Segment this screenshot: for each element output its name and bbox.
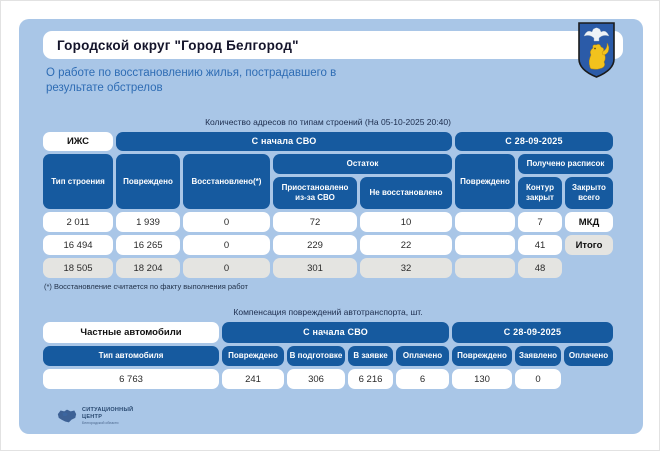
header-vehicles-damaged: Повреждено [222, 346, 284, 366]
cell-total-closed-total: 48 [518, 258, 562, 278]
header-vehicles-declared: Заявлено [515, 346, 561, 366]
belgorod-coat-of-arms-icon [577, 21, 616, 79]
vehicles-table [43, 322, 613, 389]
cell-mkd-damaged-recent: 22 [360, 235, 452, 255]
region-map-icon [56, 407, 78, 425]
vehicles-table-title: Компенсация повреждений автотранспорта, шт. [233, 307, 423, 317]
cell-izhs-damaged: 2 011 [43, 212, 113, 232]
header-remainder: Остаток [273, 154, 452, 174]
header-damaged: Повреждено [116, 154, 180, 209]
header-receipts: Получено расписок [518, 154, 613, 174]
logo-line2: ЦЕНТР [82, 413, 103, 420]
header-vehicles-since-date: С 28-09-2025 [452, 322, 613, 343]
header-vehicles-paid-recent: Оплачено [564, 346, 613, 366]
cell-izhs-suspended: 0 [183, 212, 270, 232]
page-subtitle: О работе по восстановлению жилья, пострадавшего в результате обстрелов [46, 67, 337, 94]
header-vehicle-type: Тип автомобиля [43, 346, 219, 366]
cell-izhs-damaged-recent: 10 [360, 212, 452, 232]
cell-mkd-closed-total: 41 [518, 235, 562, 255]
cell-mkd-not-restored: 229 [273, 235, 357, 255]
cell-vehicles-damaged: 6 763 [43, 369, 219, 389]
cell-izhs-contour-closed [455, 212, 515, 232]
cell-mkd-damaged: 16 494 [43, 235, 113, 255]
row-total-label: Итого [565, 235, 613, 255]
cell-mkd-contour-closed [455, 235, 515, 255]
header-vehicles-damaged-recent: Повреждено [452, 346, 512, 366]
cell-izhs-restored: 1 939 [116, 212, 180, 232]
page-title: Городской округ "Город Белгород" [57, 37, 299, 53]
cell-vehicles-in-preparation: 241 [222, 369, 284, 389]
cell-izhs-not-restored: 72 [273, 212, 357, 232]
header-closed-total: Закрыто всего [565, 177, 613, 209]
header-building-type: Тип строения [43, 154, 113, 209]
addresses-table-title: Количество адресов по типам строений (На 05-10-2025 20:40) [205, 117, 451, 127]
cell-total-damaged: 18 505 [43, 258, 113, 278]
addresses-table [43, 132, 613, 278]
header-vehicles-since-svo: С начала СВО [222, 322, 449, 343]
cell-total-damaged-recent: 32 [360, 258, 452, 278]
cell-total-contour-closed [455, 258, 515, 278]
cell-vehicles-damaged-recent: 6 [396, 369, 449, 389]
header-not-restored: Не восстановлено [360, 177, 452, 209]
header-since-date: С 28-09-2025 [455, 132, 613, 151]
cell-total-not-restored: 301 [273, 258, 357, 278]
header-suspended: Приостановлено из-за СВО [273, 177, 357, 209]
cell-izhs-closed-total: 7 [518, 212, 562, 232]
cell-vehicles-paid-recent: 0 [515, 369, 561, 389]
restoration-footnote: (*) Восстановление считается по факту выполнения работ [44, 282, 248, 291]
situation-center-logo [56, 407, 133, 425]
logo-line1: СИТУАЦИОННЫЙ [82, 407, 134, 413]
row-mkd-label: МКД [565, 212, 613, 232]
header-vehicles-paid: Оплачено [396, 346, 449, 366]
row-private-vehicles-label: Частные автомобили [43, 322, 219, 343]
header-vehicles-in-preparation: В подготовке [287, 346, 345, 366]
cell-vehicles-declared: 130 [452, 369, 512, 389]
cell-mkd-restored: 16 265 [116, 235, 180, 255]
header-vehicles-in-request: В заявке [348, 346, 393, 366]
header-contour-closed: Контур закрыт [518, 177, 562, 209]
cell-total-suspended: 0 [183, 258, 270, 278]
logo-line3: Белгородской области [82, 421, 119, 426]
main-card [19, 19, 643, 434]
cell-mkd-suspended: 0 [183, 235, 270, 255]
cell-total-restored: 18 204 [116, 258, 180, 278]
row-izhs-label: ИЖС [43, 132, 113, 151]
page-title-box [43, 31, 623, 59]
cell-vehicles-in-request: 306 [287, 369, 345, 389]
header-damaged-recent: Повреждено [455, 154, 515, 209]
cell-vehicles-paid: 6 216 [348, 369, 393, 389]
header-restored: Восстановлено(*) [183, 154, 270, 209]
header-since-svo: С начала СВО [116, 132, 452, 151]
